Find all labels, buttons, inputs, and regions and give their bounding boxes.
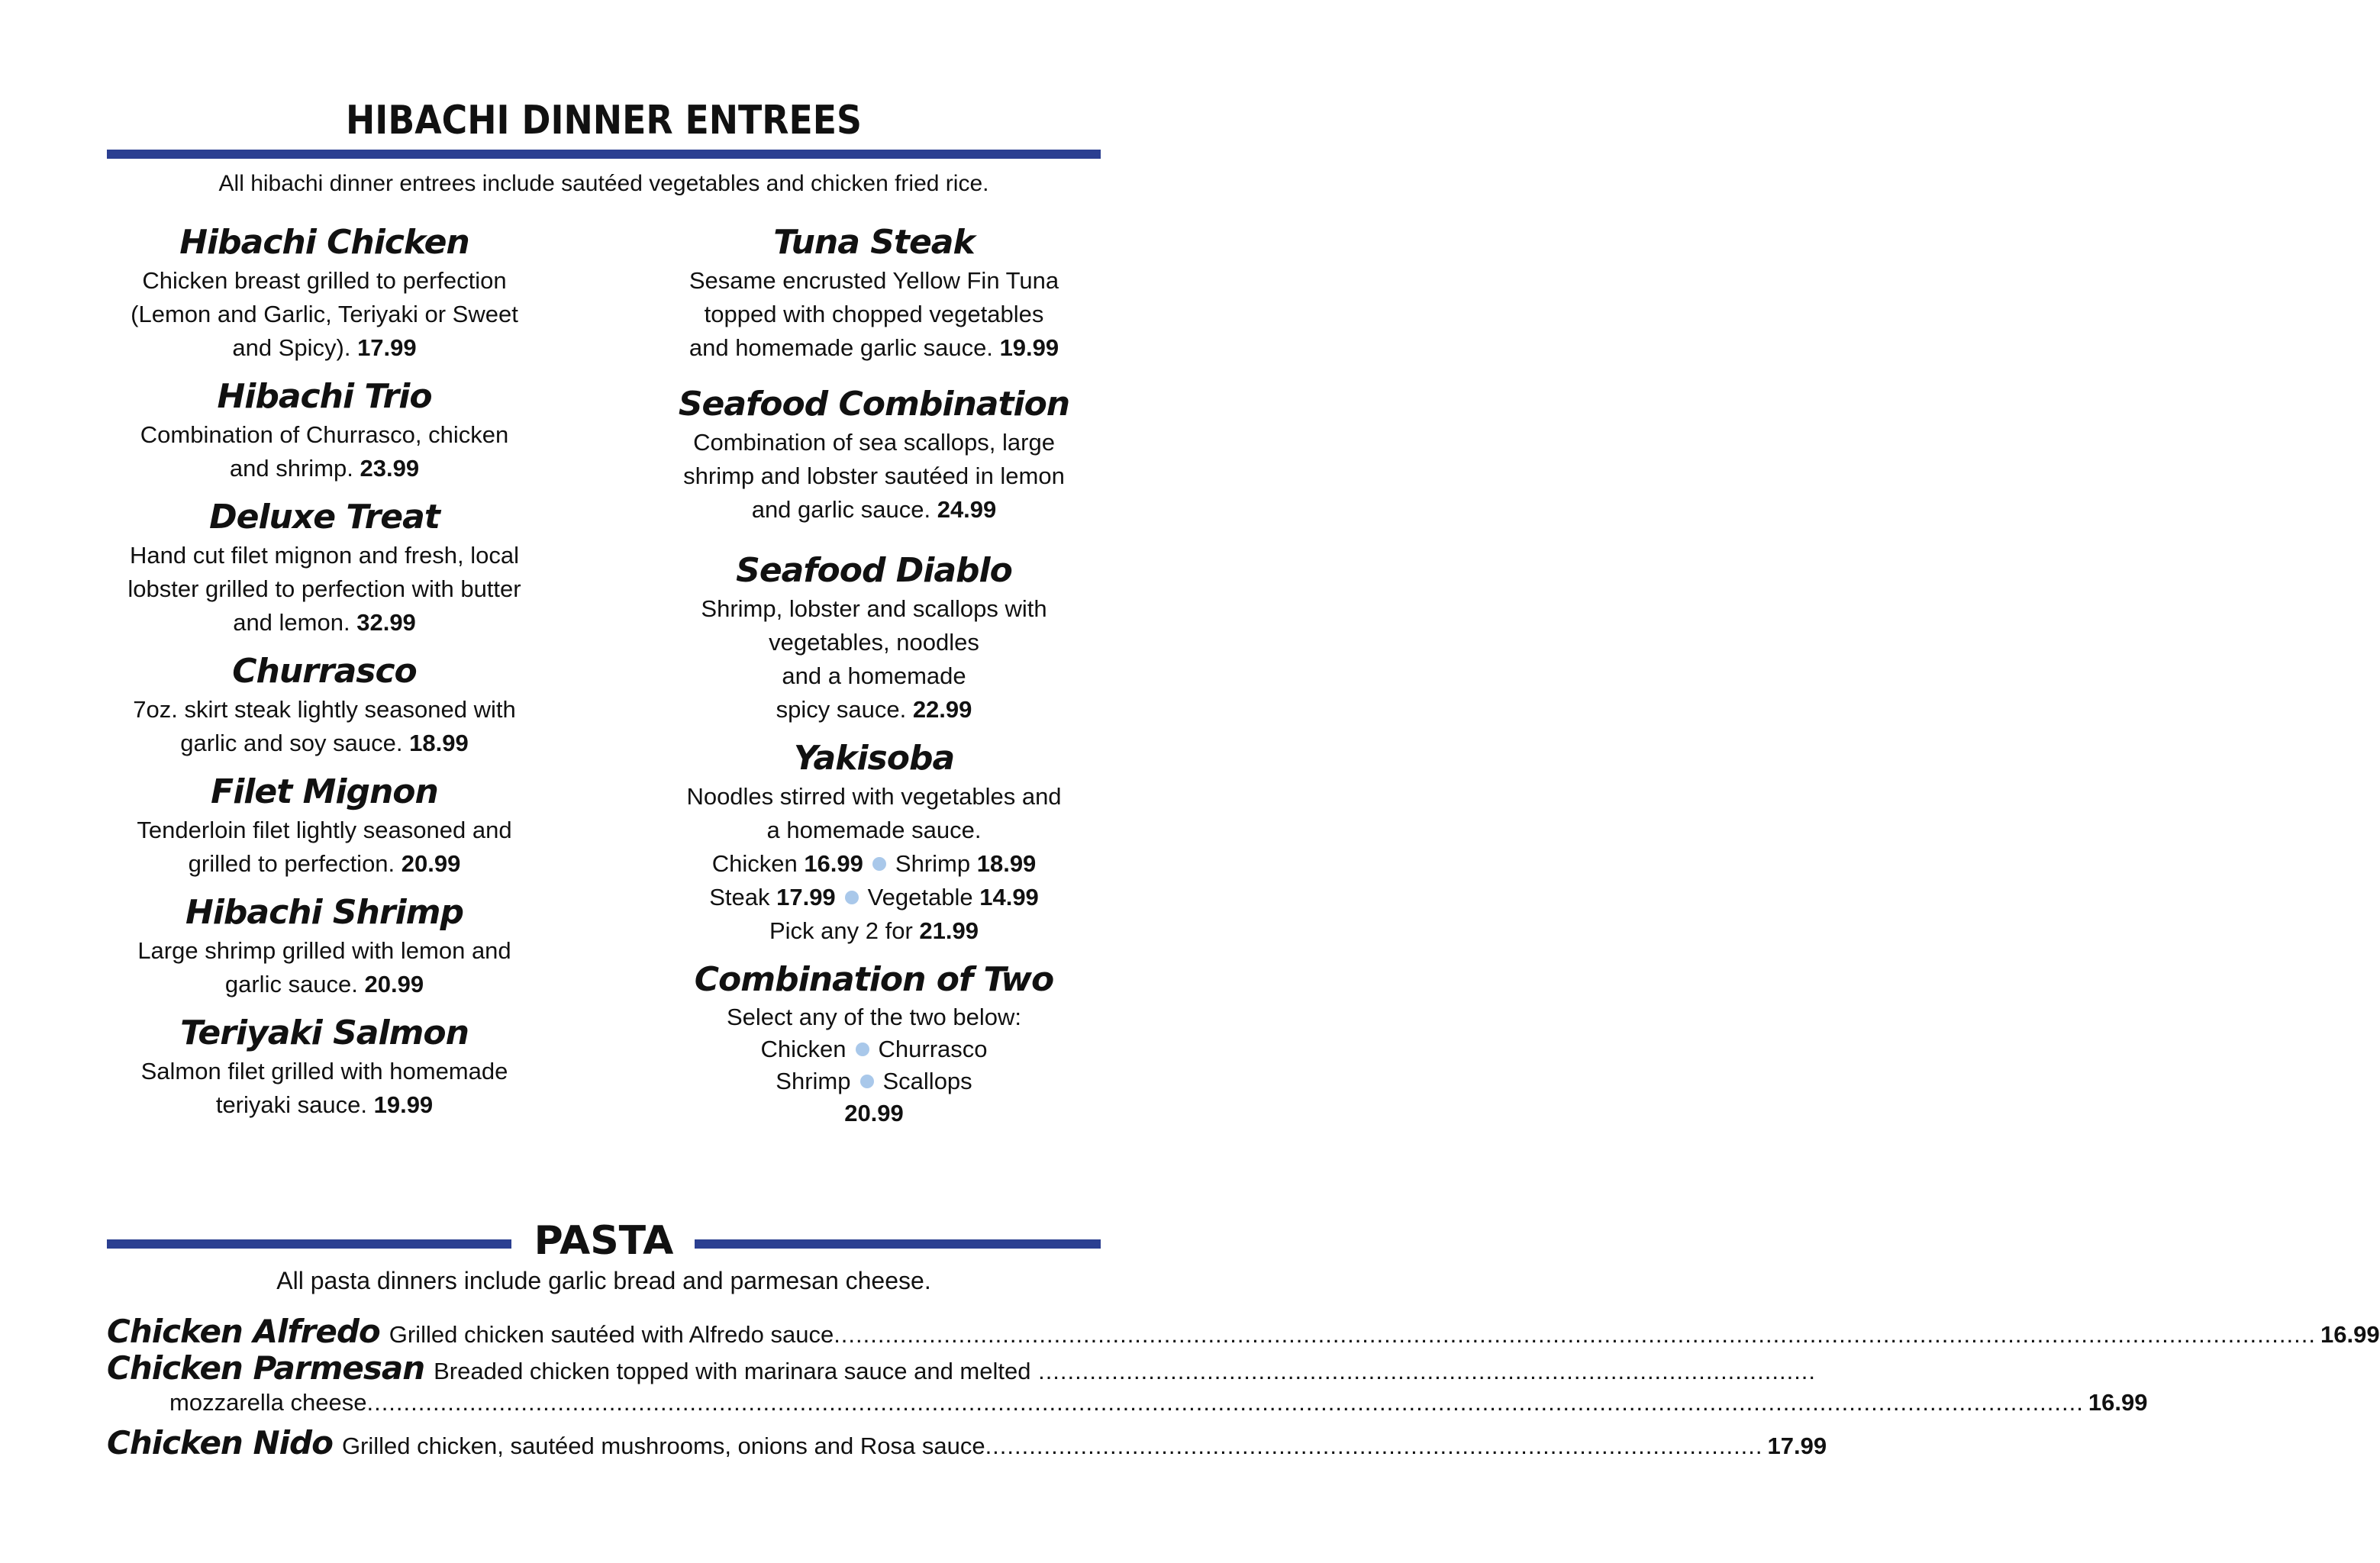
item-name: Teriyaki Salmon [180, 1014, 469, 1052]
menu-item [107, 891, 542, 1001]
title-divider [107, 150, 1101, 159]
item-price: 23.99 [360, 455, 420, 482]
dot-leader: .......................................................................................................................................................................................................................................... [366, 1389, 2084, 1416]
bullet-dot-icon [872, 857, 886, 871]
pasta-intro: All pasta dinners include garlic bread and parmesan cheese. [276, 1267, 931, 1294]
pasta-item [107, 1424, 1827, 1461]
entrees-left-column [107, 221, 542, 1133]
item-description: Hand cut filet mignon and fresh, local lobster grilled to perfection with butter and lemon. 32.99 [127, 542, 521, 636]
bullet-dot-icon [856, 1043, 869, 1056]
pasta-item-continued [169, 1389, 2148, 1416]
hibachi-intro: All hibachi dinner entrees include sautéed vegetables and chicken fried rice. [218, 171, 989, 196]
item-name: Hibachi Shrimp [185, 893, 464, 932]
item-description: Grilled chicken sautéed with Alfredo sauce [389, 1321, 834, 1348]
item-description: Noodles stirred with vegetables and a homemade sauce. Chicken 16.99 Shrimp 18.99 Steak 17.99 Vegetable 14.99 Pick any 2 for 21.99 [656, 780, 1092, 948]
combination-options-row: Chicken Churrasco [760, 1036, 988, 1062]
item-name: Tuna Steak [773, 223, 975, 262]
menu-item-yakisoba [656, 737, 1092, 948]
dot-leader: .......................................................................................................................................................................................................... [834, 1321, 2316, 1348]
combination-intro: Select any of the two below: [726, 1004, 1021, 1030]
item-price: 19.99 [373, 1091, 434, 1118]
item-price: 17.99 [357, 334, 417, 361]
item-price: 17.99 [1767, 1432, 1827, 1459]
item-name: Chicken Alfredo [107, 1313, 380, 1350]
pasta-title: PASTA [534, 1218, 674, 1264]
item-price: 20.99 [844, 1100, 904, 1126]
bullet-dot-icon [845, 891, 859, 904]
yakisoba-options-row: Steak 17.99 Vegetable 14.99 [709, 884, 1039, 910]
item-description: Breaded chicken topped with marinara sauce and melted [434, 1358, 1031, 1384]
item-price: 32.99 [356, 609, 416, 636]
item-description: 7oz. skirt steak lightly seasoned with garlic and soy sauce. 18.99 [133, 696, 516, 756]
yakisoba-options-row: Chicken 16.99 Shrimp 18.99 [711, 850, 1037, 877]
page-title: HIBACHI DINNER ENTREES [346, 98, 862, 143]
menu-item [656, 549, 1092, 727]
item-price: 19.99 [999, 334, 1059, 361]
item-price: 24.99 [937, 496, 997, 523]
item-description: Salmon filet grilled with homemade teriyaki sauce. 19.99 [140, 1058, 508, 1118]
item-description: Combination of sea scallops, large shrimp and lobster sautéed in lemon and garlic sauce. 24.99 [683, 429, 1065, 523]
menu-item [107, 771, 542, 881]
dot-leader: .......................................................................................................... [1030, 1358, 1817, 1384]
item-name: Filet Mignon [211, 772, 438, 811]
item-name: Seafood Combination [678, 385, 1070, 424]
item-name: Hibachi Chicken [179, 223, 469, 262]
entrees-right-column [656, 221, 1092, 1140]
menu-item [656, 221, 1092, 365]
item-price: 16.99 [2320, 1321, 2380, 1348]
item-description: Chicken breast grilled to perfection (Lemon and Garlic, Teriyaki or Sweet and Spicy). 17.99 [131, 267, 518, 361]
item-description: mozzarella cheese [169, 1389, 367, 1416]
item-name: Hibachi Trio [217, 377, 432, 416]
item-name: Deluxe Treat [209, 498, 440, 537]
item-price: 21.99 [919, 917, 979, 944]
menu-item [107, 650, 542, 760]
menu-item [107, 375, 542, 485]
pasta-item [107, 1349, 1817, 1387]
menu-item [107, 1012, 542, 1122]
pasta-item [107, 1313, 2380, 1350]
item-name: Yakisoba [793, 739, 955, 778]
item-description: Grilled chicken, sautéed mushrooms, onions and Rosa sauce [341, 1432, 985, 1459]
item-name: Chicken Parmesan [107, 1349, 425, 1387]
item-price: 16.99 [2088, 1389, 2148, 1416]
item-name: Chicken Nido [107, 1424, 333, 1461]
item-description: Shrimp, lobster and scallops with vegetables, noodles and a homemade spicy sauce. 22.99 [701, 595, 1047, 723]
menu-item [107, 221, 542, 365]
combination-options-row: Shrimp Scallops [776, 1068, 972, 1094]
item-name: Combination of Two [694, 960, 1054, 999]
item-description: Large shrimp grilled with lemon and garlic sauce. 20.99 [137, 937, 511, 997]
item-price: 22.99 [912, 696, 972, 723]
item-price: 18.99 [409, 730, 469, 756]
item-name: Seafood Diablo [736, 551, 1012, 590]
menu-item [107, 496, 542, 640]
menu-item [656, 383, 1092, 527]
item-price: 20.99 [401, 850, 461, 877]
item-price: 20.99 [364, 971, 424, 997]
menu-item-combination [656, 959, 1092, 1130]
bullet-dot-icon [860, 1075, 874, 1088]
item-description: Combination of Churrasco, chicken and shrimp. 23.99 [140, 421, 509, 482]
item-description: Sesame encrusted Yellow Fin Tuna topped with chopped vegetables and homemade garlic sauce. 19.99 [689, 267, 1059, 361]
pasta-divider-right [695, 1239, 1101, 1249]
dot-leader: .......................................................................................................... [985, 1432, 1763, 1459]
item-description: Tenderloin filet lightly seasoned and grilled to perfection. 20.99 [137, 817, 512, 877]
item-name: Churrasco [232, 652, 417, 691]
